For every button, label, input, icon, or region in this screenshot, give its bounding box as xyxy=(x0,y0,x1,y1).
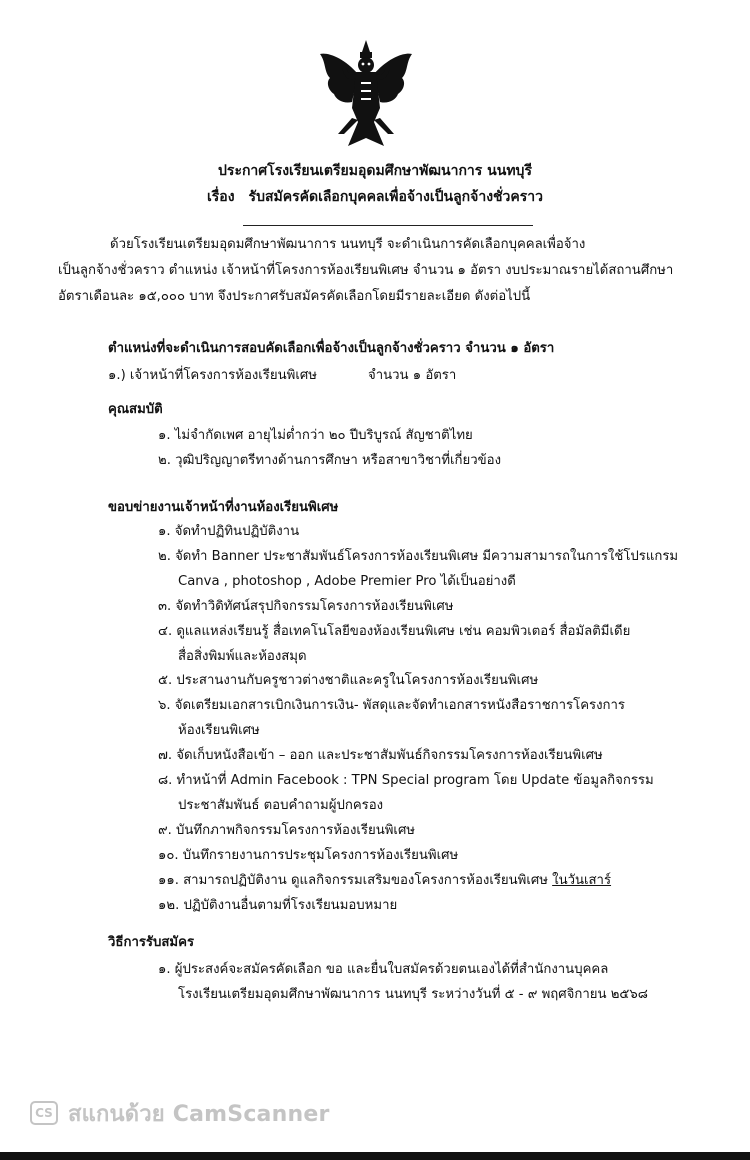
intro-line: เป็นลูกจ้างชั่วคราว ตำแหน่ง เจ้าหน้าที่โครงการห้องเรียนพิเศษ จำนวน ๑ อัตรา งบประมาณรายได้สถานศึกษา xyxy=(58,263,674,278)
garuda-emblem-icon xyxy=(318,38,414,150)
intro-line: อัตราเดือนละ ๑๕,๐๐๐ บาท จึงประกาศรับสมัครคัดเลือกโดยมีรายละเอียด ดังต่อไปนี้ xyxy=(58,289,531,304)
qualification-item: ๑. ไม่จำกัดเพศ อายุไม่ต่ำกว่า ๒๐ ปีบริบูรณ์ สัญชาติไทย xyxy=(158,428,473,443)
camscanner-watermark xyxy=(30,1098,330,1128)
announcement-title: ประกาศโรงเรียนเตรียมอุดมศึกษาพัฒนาการ นนทบุรี xyxy=(218,163,532,179)
duty-line: ๘. ทำหน้าที่ Admin Facebook : TPN Special program โดย Update ข้อมูลกิจกรรม xyxy=(158,773,654,788)
duty-line: ๖. จัดเตรียมเอกสารเบิกเงินการเงิน- พัสดุและจัดทำเอกสารหนังสือราชการโครงการ xyxy=(158,698,626,713)
bottom-edge-bar xyxy=(0,1152,750,1160)
duty-line: ๙. บันทึกภาพกิจกรรมโครงการห้องเรียนพิเศษ xyxy=(158,823,416,838)
position-count: จำนวน ๑ อัตรา xyxy=(368,368,457,383)
duty-line: ๗. จัดเก็บหนังสือเข้า – ออก และประชาสัมพันธ์กิจกรรมโครงการห้องเรียนพิเศษ xyxy=(158,748,603,763)
announcement-subject xyxy=(0,186,750,208)
duty-line-text: ๑๑. สามารถปฏิบัติงาน ดูแลกิจกรรมเสริมของโครงการห้องเรียนพิเศษ xyxy=(158,873,548,888)
duty-line: ประชาสัมพันธ์ ตอบคำถามผู้ปกครอง xyxy=(178,798,384,813)
title-divider xyxy=(243,225,533,226)
duty-line: ๑๐. บันทึกรายงานการประชุมโครงการห้องเรียนพิเศษ xyxy=(158,848,459,863)
watermark-text: สแกนด้วย CamScanner xyxy=(68,1101,330,1127)
duty-line: ๕. ประสานงานกับครูชาวต่างชาติและครูในโครงการห้องเรียนพิเศษ xyxy=(158,673,539,688)
position-item: ๑.) เจ้าหน้าที่โครงการห้องเรียนพิเศษ xyxy=(108,368,317,383)
duty-line: ๓. จัดทำวิดิทัศน์สรุปกิจกรรมโครงการห้องเรียนพิเศษ xyxy=(158,599,454,614)
qualifications-heading: คุณสมบัติ xyxy=(108,402,163,417)
intro-line: ด้วยโรงเรียนเตรียมอุดมศึกษาพัฒนาการ นนทบุรี จะดำเนินการคัดเลือกบุคคลเพื่อจ้าง xyxy=(110,237,586,252)
duty-line: สื่อสิ่งพิมพ์และห้องสมุด xyxy=(178,649,307,664)
subject-label: เรื่อง xyxy=(206,189,235,205)
duty-line: ๑๒. ปฏิบัติงานอื่นตามที่โรงเรียนมอบหมาย xyxy=(158,898,398,913)
duty-line: ๔. ดูแลแหล่งเรียนรู้ สื่อเทคโนโลยีของห้องเรียนพิเศษ เช่น คอมพิวเตอร์ สื่อมัลติมีเดีย xyxy=(158,624,631,639)
camscanner-logo-icon: CS xyxy=(30,1101,58,1125)
qualification-item: ๒. วุฒิปริญญาตรีทางด้านการศึกษา หรือสาขาวิชาที่เกี่ยวข้อง xyxy=(158,453,502,468)
underlined-saturday: ในวันเสาร์ xyxy=(552,873,612,888)
application-heading: วิธีการรับสมัคร xyxy=(108,935,195,950)
application-line: ๑. ผู้ประสงค์จะสมัครคัดเลือก ขอ และยื่นใบสมัครด้วยตนเองได้ที่สำนักงานบุคคล xyxy=(158,962,609,977)
duties-heading: ขอบข่ายงานเจ้าหน้าที่งานห้องเรียนพิเศษ xyxy=(108,500,339,515)
application-line: โรงเรียนเตรียมอุดมศึกษาพัฒนาการ นนทบุรี ระหว่างวันที่ ๕ - ๙ พฤศจิกายน ๒๕๖๘ xyxy=(178,987,648,1002)
duty-line: ๒. จัดทำ Banner ประชาสัมพันธ์โครงการห้องเรียนพิเศษ มีความสามารถในการใช้โปรแกรม xyxy=(158,549,679,564)
position-heading: ตำแหน่งที่จะดำเนินการสอบคัดเลือกเพื่อจ้างเป็นลูกจ้างชั่วคราว จำนวน ๑ อัตรา xyxy=(108,341,555,356)
subject-text: รับสมัครคัดเลือกบุคคลเพื่อจ้างเป็นลูกจ้างชั่วคราว xyxy=(248,189,544,205)
intro-paragraph xyxy=(58,232,698,310)
duty-line: Canva , photoshop , Adobe Premier Pro ได้เป็นอย่างดี xyxy=(178,574,516,589)
duty-line: ห้องเรียนพิเศษ xyxy=(178,723,260,738)
duty-line: ๑. จัดทำปฏิทินปฏิบัติงาน xyxy=(158,524,300,539)
duty-line xyxy=(158,869,611,890)
